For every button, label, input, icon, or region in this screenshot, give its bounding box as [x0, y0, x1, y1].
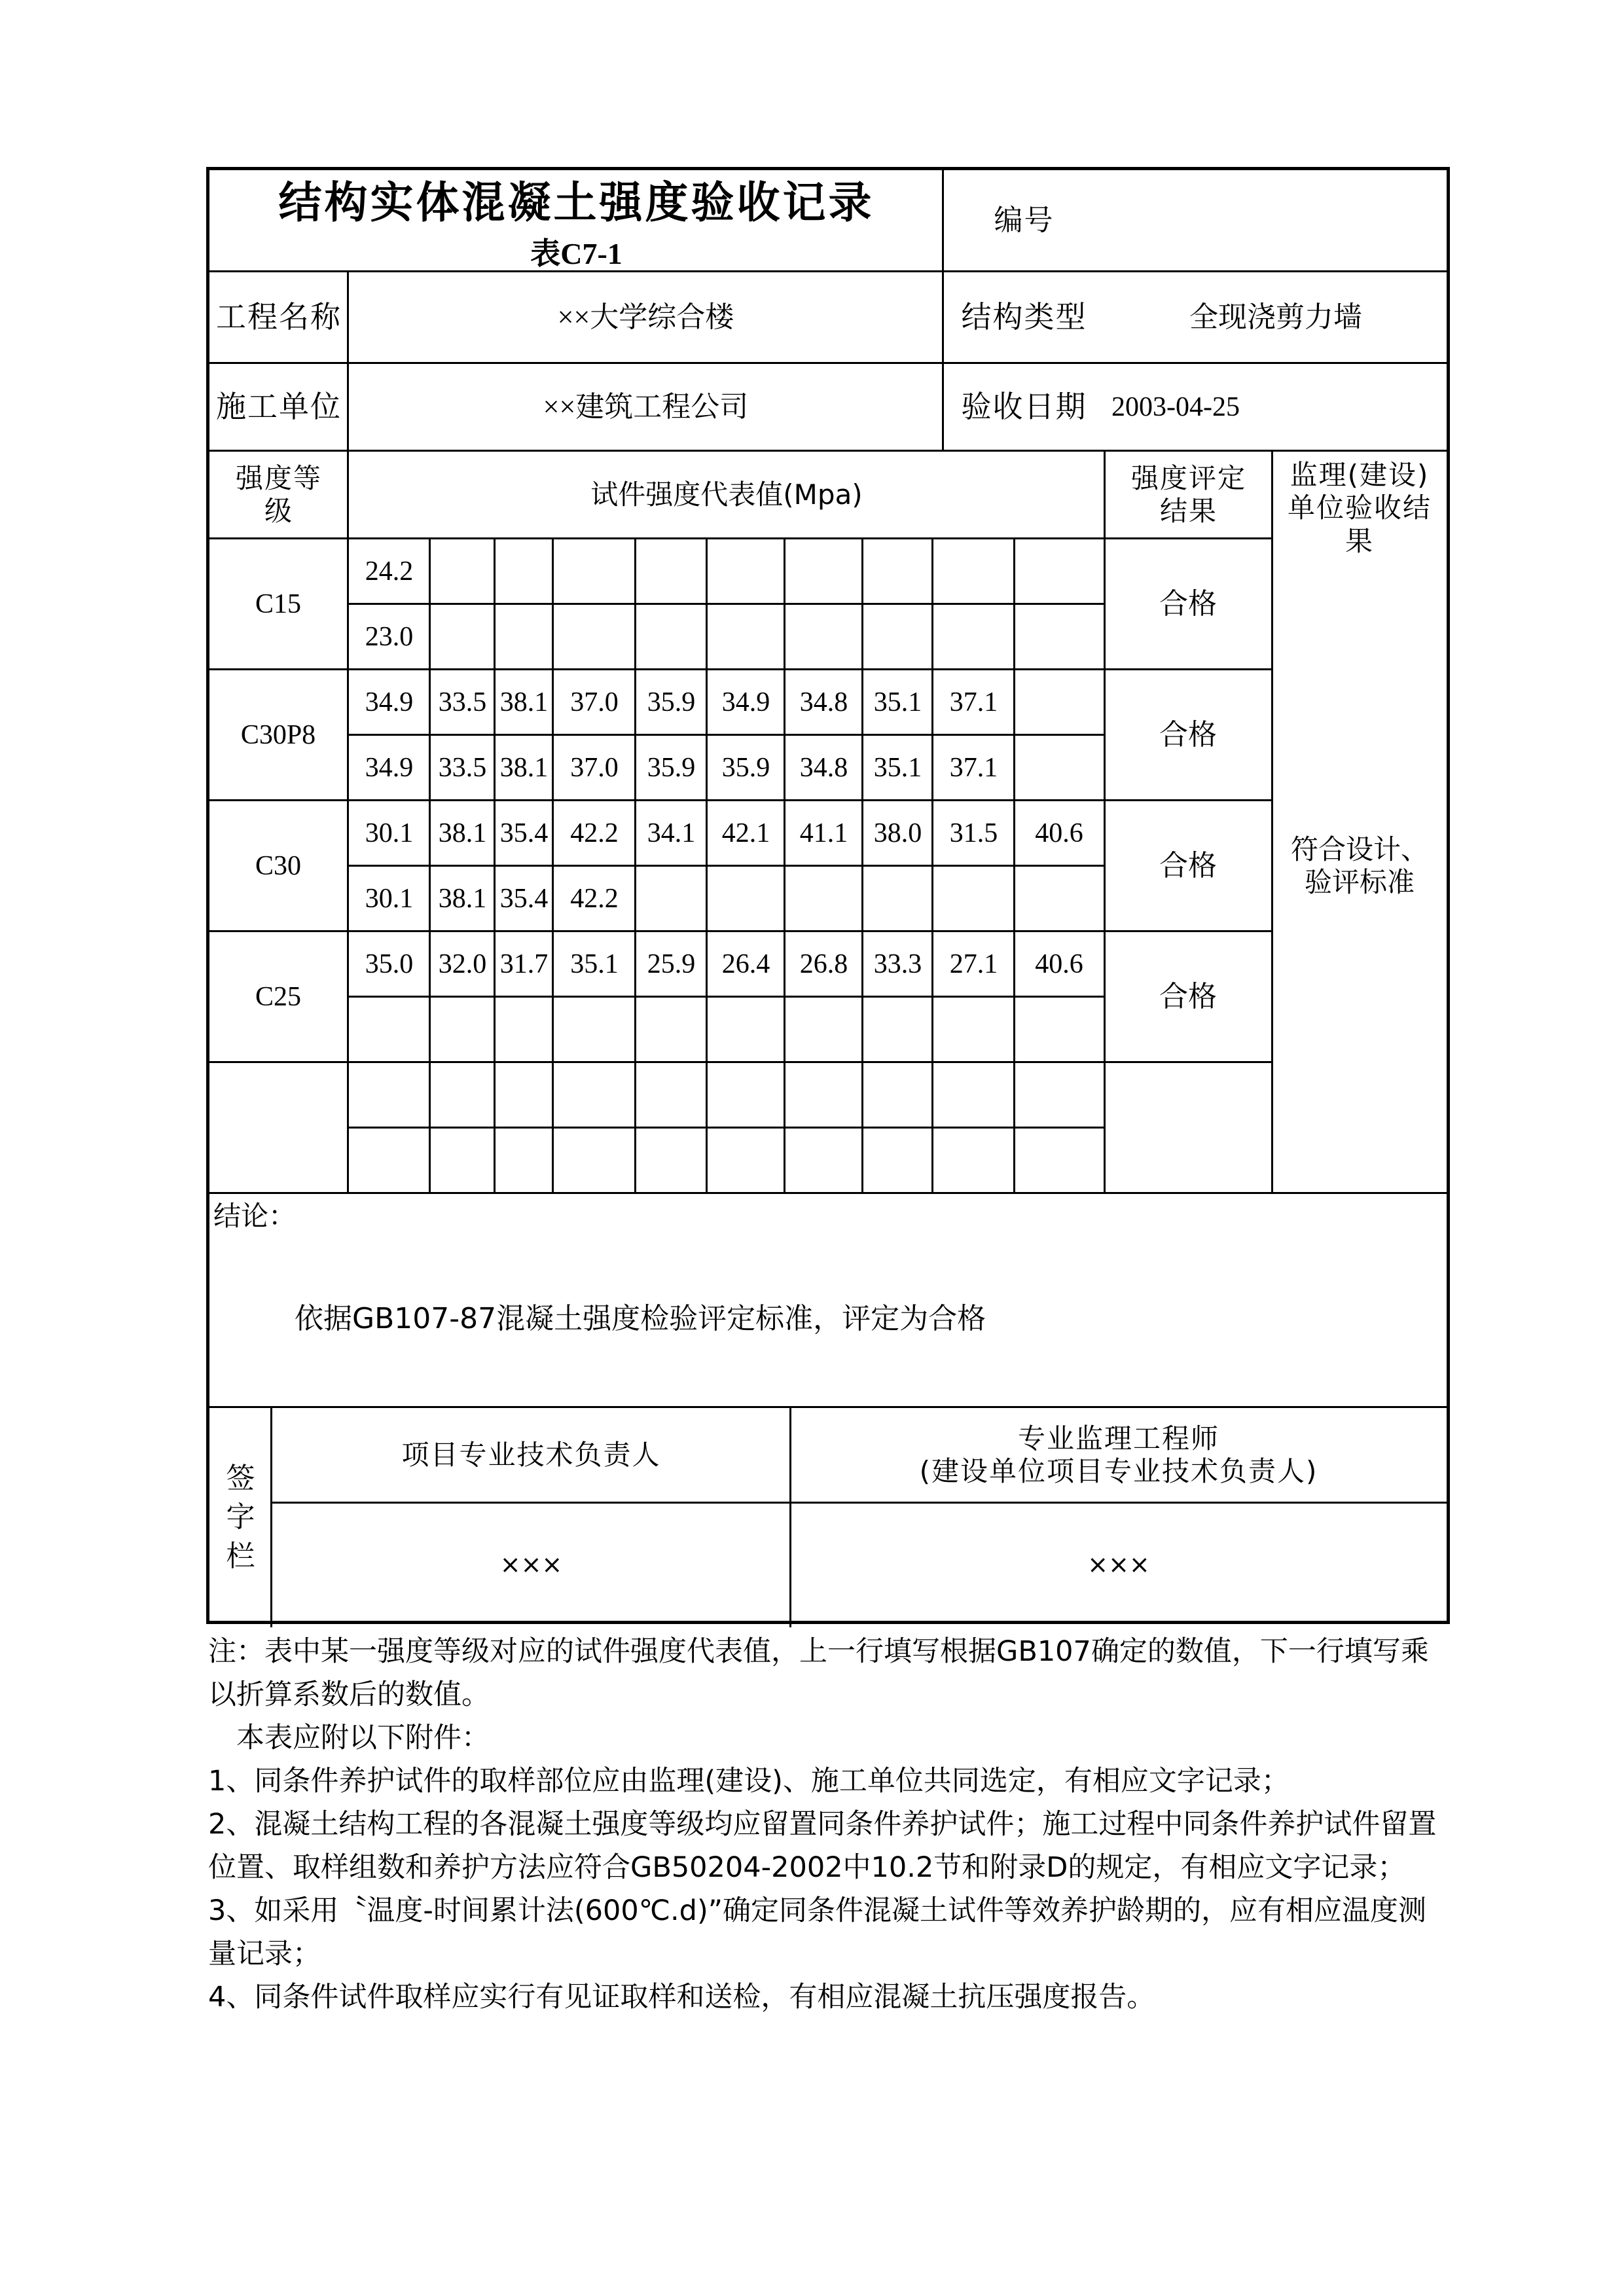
strength-value-cell[interactable]: 35.9: [721, 752, 770, 783]
strength-value-cell[interactable]: [785, 539, 863, 604]
strength-value-cell[interactable]: 38.1: [438, 883, 487, 914]
strength-value-cell[interactable]: [495, 1062, 553, 1128]
strength-value-cell[interactable]: [933, 604, 1015, 670]
supervisor-header: 监理(建设)单位验收结果: [1287, 459, 1432, 557]
strength-value-cell[interactable]: 34.8: [799, 752, 848, 783]
strength-value-cell[interactable]: 34.9: [721, 687, 770, 717]
strength-value-cell[interactable]: [933, 539, 1015, 604]
strength-value-cell[interactable]: 38.1: [438, 818, 487, 848]
strength-value-cell[interactable]: 42.1: [721, 818, 770, 848]
strength-value-cell[interactable]: [430, 1062, 495, 1128]
strength-value-cell[interactable]: 32.0: [438, 949, 487, 979]
strength-value-cell[interactable]: [430, 604, 495, 670]
strength-value-cell[interactable]: 35.1: [873, 687, 922, 717]
contractor-label: 施工单位: [216, 389, 342, 425]
evaluation-result: [1105, 1062, 1271, 1193]
strength-value-cell[interactable]: [636, 1128, 707, 1193]
notes-section: [208, 1630, 1452, 2019]
divider: [931, 539, 933, 1193]
strength-value-cell[interactable]: 34.1: [647, 818, 696, 848]
acceptance-date-label: 验收日期: [961, 389, 1087, 425]
strength-value-cell[interactable]: 38.1: [499, 687, 549, 717]
strength-value-cell[interactable]: [495, 539, 553, 604]
strength-value-cell[interactable]: 30.1: [365, 883, 414, 914]
strength-value-cell[interactable]: 25.9: [647, 949, 696, 979]
strength-value-cell[interactable]: 34.9: [365, 687, 414, 717]
strength-value-cell[interactable]: 31.7: [499, 949, 549, 979]
strength-value-cell[interactable]: [863, 604, 933, 670]
strength-value-cell[interactable]: [495, 997, 553, 1062]
divider: [209, 270, 1447, 272]
strength-value-cell[interactable]: 37.1: [949, 752, 998, 783]
strength-value-cell[interactable]: 38.0: [873, 818, 922, 848]
note-line: 3、如采用〝温度-时间累计法(600℃.d)”确定同条件混凝土试件等效养护龄期的，应有相应温度测量记录；: [208, 1894, 1427, 1970]
strength-value-cell[interactable]: 31.5: [949, 818, 998, 848]
strength-value-cell[interactable]: 42.2: [570, 883, 619, 914]
strength-value-cell[interactable]: 37.0: [570, 752, 619, 783]
form-subtitle-cell: [209, 236, 943, 272]
strength-value-cell[interactable]: 30.1: [365, 818, 414, 848]
divider: [1013, 539, 1015, 1193]
record-form: [206, 167, 1450, 1624]
strength-value-cell[interactable]: [348, 1062, 430, 1128]
divider: [552, 539, 554, 1193]
strength-value-cell[interactable]: [553, 1128, 636, 1193]
divider: [270, 1407, 272, 1627]
divider: [789, 1407, 791, 1627]
divider: [209, 1406, 1447, 1408]
structure-type-value[interactable]: 全现浇剪力墙: [1189, 300, 1362, 333]
strength-value-cell[interactable]: [1015, 539, 1104, 604]
strength-value-cell[interactable]: [348, 997, 430, 1062]
note-line: 本表应附以下附件：: [208, 1722, 490, 1754]
grade-header: 强度等级: [235, 461, 322, 527]
grade-cell: C25: [255, 981, 301, 1012]
evaluation-result: 合格: [1159, 979, 1217, 1013]
strength-value-cell[interactable]: 26.8: [799, 949, 848, 979]
strength-value-cell[interactable]: [707, 1062, 785, 1128]
strength-value-cell[interactable]: 40.6: [1035, 949, 1083, 979]
strength-value-cell[interactable]: 37.0: [570, 687, 619, 717]
strength-value-cell[interactable]: [933, 1128, 1015, 1193]
strength-value-cell[interactable]: [863, 866, 933, 931]
divider: [347, 603, 1104, 605]
strength-value-cell[interactable]: 35.9: [647, 687, 696, 717]
strength-value-cell[interactable]: [430, 1128, 495, 1193]
strength-value-cell[interactable]: [553, 997, 636, 1062]
strength-value-cell[interactable]: [430, 539, 495, 604]
signature-label: 签字栏: [226, 1461, 255, 1573]
acceptance-date-value[interactable]: 2003-04-25: [1111, 391, 1240, 422]
divider: [861, 539, 863, 1193]
strength-value-cell[interactable]: 42.2: [570, 818, 619, 848]
strength-value-cell[interactable]: 23.0: [365, 621, 414, 652]
strength-value-cell[interactable]: 40.6: [1035, 818, 1083, 848]
strength-value-cell[interactable]: 35.9: [647, 752, 696, 783]
strength-value-cell[interactable]: [707, 539, 785, 604]
note-line: 注：表中某一强度等级对应的试件强度代表值，上一行填写根据GB107确定的数值，下一行填写乘以折算系数后的数值。: [208, 1635, 1429, 1711]
note-line: 4、同条件试件取样应实行有见证取样和送检，有相应混凝土抗压强度报告。: [208, 1981, 1155, 2014]
strength-value-cell[interactable]: [785, 604, 863, 670]
strength-value-cell[interactable]: [707, 1128, 785, 1193]
divider: [942, 170, 944, 451]
evaluation-result: 合格: [1159, 848, 1217, 882]
number-label: 编号: [994, 204, 1055, 238]
strength-value-cell[interactable]: [1015, 1062, 1104, 1128]
form-title-cell: [209, 170, 943, 245]
strength-value-cell[interactable]: 33.5: [438, 687, 487, 717]
strength-value-cell[interactable]: [495, 604, 553, 670]
supervising-engineer-signature[interactable]: ×××: [1087, 1550, 1150, 1580]
divider: [347, 996, 1104, 998]
strength-value-cell[interactable]: [553, 604, 636, 670]
form-title: 结构实体混凝土强度验收记录: [278, 177, 875, 228]
evaluation-header: 强度评定结果: [1131, 461, 1247, 527]
strength-value-cell[interactable]: 41.1: [799, 818, 848, 848]
divider: [272, 1502, 1447, 1504]
strength-value-cell[interactable]: 35.4: [499, 818, 549, 848]
strength-value-cell[interactable]: [933, 1062, 1015, 1128]
strength-value-cell[interactable]: [1015, 866, 1104, 931]
strength-value-cell[interactable]: [933, 866, 1015, 931]
strength-value-cell[interactable]: [785, 866, 863, 931]
strength-value-cell[interactable]: [495, 1128, 553, 1193]
strength-value-cell[interactable]: [1015, 604, 1104, 670]
strength-value-cell[interactable]: [430, 997, 495, 1062]
strength-value-cell[interactable]: [636, 997, 707, 1062]
strength-value-cell[interactable]: 38.1: [499, 752, 549, 783]
divider: [1271, 451, 1273, 1193]
strength-value-cell[interactable]: [785, 1062, 863, 1128]
supervising-engineer-title: 专业监理工程师: [1017, 1422, 1219, 1455]
project-tech-lead-header: 项目专业技术负责人: [401, 1438, 661, 1471]
strength-value-cell[interactable]: [1015, 997, 1104, 1062]
contractor-value[interactable]: ××建筑工程公司: [543, 390, 749, 423]
divider: [209, 450, 1447, 452]
number-value[interactable]: [1105, 170, 1447, 272]
divider: [347, 1127, 1104, 1129]
strength-value-cell[interactable]: [636, 866, 707, 931]
strength-value-cell[interactable]: [1015, 670, 1104, 735]
strength-value-cell[interactable]: [553, 1062, 636, 1128]
strength-value-cell[interactable]: 27.1: [949, 949, 998, 979]
divider: [429, 539, 431, 1193]
strength-value-cell[interactable]: 26.4: [721, 949, 770, 979]
strength-value-cell[interactable]: [707, 997, 785, 1062]
strength-value-cell[interactable]: 35.4: [499, 883, 549, 914]
strength-value-cell[interactable]: [636, 539, 707, 604]
strength-value-cell[interactable]: 35.1: [873, 752, 922, 783]
note-line: 2、混凝土结构工程的各混凝土强度等级均应留置同条件养护试件；施工过程中同条件养护试件留置位置、取样组数和养护方法应符合GB50204-2002中10.2节和附录D的规定，有相应文字记录；: [208, 1808, 1437, 1884]
strength-value-cell[interactable]: [785, 1128, 863, 1193]
divider: [347, 865, 1104, 867]
supervising-engineer-subtitle: (建设单位项目专业技术负责人): [919, 1455, 1318, 1487]
strength-value-cell[interactable]: [553, 539, 636, 604]
strength-value-cell[interactable]: [863, 539, 933, 604]
strength-value-cell[interactable]: 35.1: [570, 949, 619, 979]
strength-value-cell[interactable]: 33.5: [438, 752, 487, 783]
strength-value-cell[interactable]: 35.0: [365, 949, 414, 979]
strength-value-cell[interactable]: [707, 866, 785, 931]
strength-value-cell[interactable]: 34.8: [799, 687, 848, 717]
structure-type-label: 结构类型: [961, 299, 1087, 335]
divider: [347, 734, 1104, 736]
strength-value-cell[interactable]: [933, 997, 1015, 1062]
supervisor-result: 符合设计、验评标准: [1290, 833, 1428, 898]
strength-value-cell[interactable]: [636, 1062, 707, 1128]
grade-cell: C30: [255, 850, 301, 881]
strength-value-cell[interactable]: 34.9: [365, 752, 414, 783]
strength-value-cell[interactable]: 24.2: [365, 556, 414, 587]
supervising-engineer-header: [791, 1407, 1447, 1503]
project-value[interactable]: ××大学综合楼: [557, 300, 734, 333]
divider: [706, 539, 708, 1193]
evaluation-result: 合格: [1159, 587, 1217, 621]
divider: [784, 539, 785, 1193]
evaluation-result: 合格: [1159, 717, 1217, 751]
divider: [209, 362, 1447, 364]
strength-value-cell[interactable]: [863, 997, 933, 1062]
strength-value-cell[interactable]: [785, 997, 863, 1062]
strength-value-cell[interactable]: [863, 1062, 933, 1128]
project-tech-lead-signature[interactable]: ×××: [499, 1550, 563, 1580]
form-subtitle: 表C7-1: [530, 236, 623, 270]
conclusion-label: 结论：: [213, 1200, 297, 1232]
project-label: 工程名称: [216, 299, 342, 335]
strength-value-cell[interactable]: [1015, 1128, 1104, 1193]
strength-value-cell[interactable]: 33.3: [873, 949, 922, 979]
strength-value-cell[interactable]: [636, 604, 707, 670]
strength-value-cell[interactable]: [348, 1128, 430, 1193]
grade-cell: [209, 1062, 347, 1193]
divider: [494, 539, 496, 1193]
strength-value-cell[interactable]: [1015, 735, 1104, 801]
values-header: 试件强度代表值(Mpa): [590, 478, 863, 511]
divider: [634, 539, 636, 1193]
grade-cell: C15: [255, 588, 301, 619]
note-line: 1、同条件养护试件的取样部位应由监理(建设)、施工单位共同选定，有相应文字记录；: [208, 1765, 1290, 1798]
strength-value-cell[interactable]: [863, 1128, 933, 1193]
divider: [209, 1192, 1272, 1194]
conclusion-text[interactable]: 依据GB107-87混凝土强度检验评定标准，评定为合格: [295, 1301, 986, 1335]
grade-cell: C30P8: [240, 719, 316, 750]
strength-value-cell[interactable]: [707, 604, 785, 670]
strength-value-cell[interactable]: 37.1: [949, 687, 998, 717]
